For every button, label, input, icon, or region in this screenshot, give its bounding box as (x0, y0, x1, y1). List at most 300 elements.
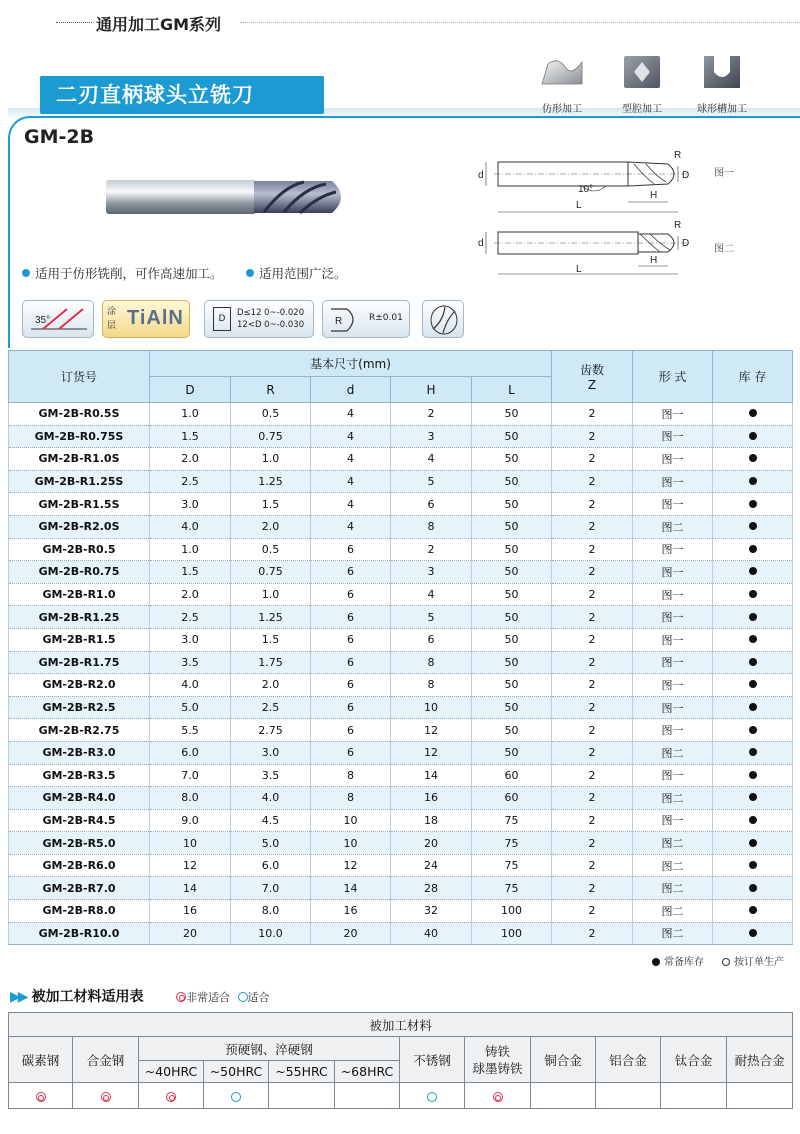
material-col: 铝合金 (596, 1037, 661, 1083)
cell-code: GM-2B-R0.5 (9, 538, 150, 561)
material-col: ~50HRC (204, 1061, 269, 1083)
dotted-divider (240, 22, 800, 23)
materials-legend: 非常适合 适合 (176, 989, 270, 1005)
cell-h: 28 (391, 877, 472, 900)
hardened-steel-header: 预硬钢、淬硬钢 (139, 1037, 400, 1061)
cell-l: 50 (472, 403, 552, 426)
cell-l: 100 (472, 900, 552, 923)
cell-form: 图二 (633, 922, 713, 945)
cell-h: 8 (391, 515, 472, 538)
table-row (9, 425, 793, 448)
cell-d: 6 (311, 561, 391, 584)
cell-form: 图一 (633, 583, 713, 606)
cell-d: 7.0 (150, 764, 231, 787)
cell-form: 图一 (633, 764, 713, 787)
cell-z: 2 (552, 583, 633, 606)
cell-code: GM-2B-R2.0 (9, 674, 150, 697)
cell-l: 75 (472, 809, 552, 832)
table-row (9, 900, 793, 923)
diameter-tolerance-icon (204, 300, 314, 338)
header-L: L (472, 377, 552, 403)
cell-form: 图一 (633, 696, 713, 719)
cell-l: 100 (472, 922, 552, 945)
table-row (9, 696, 793, 719)
cell-r: 7.0 (231, 877, 311, 900)
coating-badge (102, 300, 190, 338)
cell-d: 8 (311, 787, 391, 810)
cell-h: 12 (391, 741, 472, 764)
header-stock: 库 存 (713, 351, 793, 403)
material-col: 碳素钢 (9, 1037, 73, 1083)
cell-code: GM-2B-R0.5S (9, 403, 150, 426)
cell-z: 2 (552, 425, 633, 448)
cell-h: 14 (391, 764, 472, 787)
cell-h: 16 (391, 787, 472, 810)
cell-d: 10 (311, 809, 391, 832)
machining-type-label: 型腔加工 (622, 104, 662, 115)
very-suitable-icon (36, 1092, 46, 1102)
cell-d: 4.0 (150, 674, 231, 697)
cell-stock (713, 493, 793, 516)
material-col: 耐热合金 (727, 1037, 793, 1083)
cell-code: GM-2B-R3.5 (9, 764, 150, 787)
specification-rows (9, 403, 793, 945)
machining-type-contour (532, 54, 592, 115)
cell-h: 40 (391, 922, 472, 945)
very-suitable-icon (101, 1092, 111, 1102)
cell-d: 4 (311, 425, 391, 448)
cell-z: 2 (552, 696, 633, 719)
cell-code: GM-2B-R1.5S (9, 493, 150, 516)
filled-dot-icon (652, 958, 660, 966)
cell-l: 50 (472, 628, 552, 651)
header-d: d (311, 377, 391, 403)
cell-stock (713, 832, 793, 855)
ball-nose-flute-icon (422, 300, 464, 338)
cell-z: 2 (552, 448, 633, 471)
cell-stock (713, 809, 793, 832)
cell-r: 1.75 (231, 651, 311, 674)
cell-code: GM-2B-R0.75S (9, 425, 150, 448)
cell-r: 3.5 (231, 764, 311, 787)
radius-tolerance-icon (322, 300, 410, 338)
cell-z: 2 (552, 606, 633, 629)
cell-d: 4 (311, 515, 391, 538)
cell-d: 5.0 (150, 696, 231, 719)
cell-stock (713, 674, 793, 697)
cell-d: 6 (311, 674, 391, 697)
cell-code: GM-2B-R1.0S (9, 448, 150, 471)
in-stock-dot-icon (749, 454, 757, 462)
cell-d: 5.5 (150, 719, 231, 742)
in-stock-dot-icon (749, 567, 757, 575)
cell-d: 3.0 (150, 493, 231, 516)
cell-z: 2 (552, 741, 633, 764)
cell-form: 图一 (633, 651, 713, 674)
cell-r: 3.0 (231, 741, 311, 764)
in-stock-dot-icon (749, 545, 757, 553)
cell-code: GM-2B-R10.0 (9, 922, 150, 945)
cell-l: 50 (472, 538, 552, 561)
cell-stock (713, 628, 793, 651)
cell-z: 2 (552, 628, 633, 651)
cell-r: 1.0 (231, 448, 311, 471)
cell-form: 图一 (633, 719, 713, 742)
cell-r: 2.0 (231, 515, 311, 538)
cell-h: 6 (391, 628, 472, 651)
cell-l: 50 (472, 561, 552, 584)
helix-angle-value: 35° (35, 315, 51, 326)
cell-l: 60 (472, 787, 552, 810)
cell-code: GM-2B-R8.0 (9, 900, 150, 923)
product-title: 二刃直柄球头立铣刀 (40, 76, 324, 114)
cell-r: 1.25 (231, 470, 311, 493)
cell-h: 12 (391, 719, 472, 742)
cell-z: 2 (552, 403, 633, 426)
cell-r: 1.25 (231, 606, 311, 629)
cell-code: GM-2B-R1.5 (9, 628, 150, 651)
cell-code: GM-2B-R2.0S (9, 515, 150, 538)
cell-d: 6 (311, 719, 391, 742)
material-rating (269, 1083, 335, 1109)
cell-z: 2 (552, 900, 633, 923)
cell-form: 图一 (633, 561, 713, 584)
cell-h: 10 (391, 696, 472, 719)
table-row (9, 448, 793, 471)
cell-z: 2 (552, 651, 633, 674)
circle-icon (238, 992, 248, 1002)
in-stock-dot-icon (749, 680, 757, 688)
table-row (9, 832, 793, 855)
table-row (9, 741, 793, 764)
cell-d: 10 (150, 832, 231, 855)
cell-l: 60 (472, 764, 552, 787)
in-stock-dot-icon (749, 635, 757, 643)
cell-form: 图二 (633, 832, 713, 855)
cell-form: 图一 (633, 448, 713, 471)
table-row (9, 628, 793, 651)
material-rating (400, 1083, 465, 1109)
cell-d: 2.5 (150, 470, 231, 493)
machining-type-label: 仿形加工 (542, 104, 582, 115)
cell-h: 3 (391, 561, 472, 584)
in-stock-dot-icon (749, 500, 757, 508)
cell-h: 3 (391, 425, 472, 448)
series-header (0, 0, 800, 40)
legend-in-stock: 常备库存 (652, 953, 704, 968)
dim-D-label: D (682, 170, 690, 181)
radius-symbol: R (335, 316, 343, 327)
cell-h: 4 (391, 448, 472, 471)
cell-stock (713, 719, 793, 742)
cell-form: 图二 (633, 787, 713, 810)
cell-z: 2 (552, 809, 633, 832)
in-stock-dot-icon (749, 658, 757, 666)
cell-stock (713, 900, 793, 923)
cell-code: GM-2B-R4.0 (9, 787, 150, 810)
cell-form: 图一 (633, 606, 713, 629)
cell-l: 50 (472, 674, 552, 697)
in-stock-dot-icon (749, 906, 757, 914)
cell-stock (713, 470, 793, 493)
cell-l: 50 (472, 741, 552, 764)
cell-code: GM-2B-R5.0 (9, 832, 150, 855)
cell-l: 50 (472, 493, 552, 516)
cell-d: 6 (311, 583, 391, 606)
cell-stock (713, 583, 793, 606)
suitable-icon (231, 1092, 241, 1102)
cell-d: 2.5 (150, 606, 231, 629)
cell-stock (713, 448, 793, 471)
bullet-icon (22, 269, 30, 277)
coating-label: 涂层 (107, 307, 117, 331)
cell-stock (713, 787, 793, 810)
cell-z: 2 (552, 493, 633, 516)
header-form: 形 式 (633, 351, 713, 403)
material-rating (531, 1083, 596, 1109)
cell-h: 24 (391, 854, 472, 877)
cell-d: 20 (150, 922, 231, 945)
diameter-symbol: D (213, 307, 231, 331)
cell-h: 2 (391, 403, 472, 426)
cell-d: 8.0 (150, 787, 231, 810)
in-stock-dot-icon (749, 793, 757, 801)
specification-table (8, 350, 793, 945)
cell-d: 4 (311, 470, 391, 493)
cell-r: 2.75 (231, 719, 311, 742)
dim-d-label: d (478, 170, 484, 181)
material-rating (727, 1083, 793, 1109)
figure-1-label: 图一 (714, 168, 734, 179)
machining-type-cavity (612, 54, 672, 115)
cell-h: 6 (391, 493, 472, 516)
cell-form: 图二 (633, 900, 713, 923)
double-circle-icon (176, 992, 186, 1002)
cell-d: 1.5 (150, 425, 231, 448)
cell-d: 9.0 (150, 809, 231, 832)
in-stock-dot-icon (749, 771, 757, 779)
table-row (9, 854, 793, 877)
figure-1-drawing (478, 150, 689, 212)
cell-d: 16 (311, 900, 391, 923)
legend-to-order: 按订单生产 (722, 953, 784, 968)
cell-code: GM-2B-R1.25 (9, 606, 150, 629)
machining-type-ball-groove (692, 54, 752, 115)
material-rating (204, 1083, 269, 1109)
table-row (9, 651, 793, 674)
double-arrow-icon: ▶▶ (10, 989, 26, 1005)
cell-d: 4.0 (150, 515, 231, 538)
cell-z: 2 (552, 787, 633, 810)
dim-h-label: H (650, 190, 658, 201)
cell-stock (713, 403, 793, 426)
cell-z: 2 (552, 832, 633, 855)
material-rating (596, 1083, 661, 1109)
table-row (9, 515, 793, 538)
cell-r: 4.0 (231, 787, 311, 810)
cell-code: GM-2B-R7.0 (9, 877, 150, 900)
cell-stock (713, 651, 793, 674)
table-row (9, 583, 793, 606)
cell-h: 32 (391, 900, 472, 923)
cell-stock (713, 854, 793, 877)
cell-code: GM-2B-R0.75 (9, 561, 150, 584)
ball-end-mill-photo (104, 176, 352, 220)
cell-l: 75 (472, 877, 552, 900)
in-stock-dot-icon (749, 839, 757, 847)
cell-l: 50 (472, 448, 552, 471)
dim-D-label: D (682, 238, 690, 249)
cell-code: GM-2B-R6.0 (9, 854, 150, 877)
cell-d: 14 (150, 877, 231, 900)
header-D: D (150, 377, 231, 403)
cell-stock (713, 606, 793, 629)
cell-d: 4 (311, 403, 391, 426)
cell-z: 2 (552, 764, 633, 787)
cell-h: 5 (391, 606, 472, 629)
cell-stock (713, 741, 793, 764)
in-stock-dot-icon (749, 703, 757, 711)
cell-z: 2 (552, 922, 633, 945)
header-basic-size: 基本尺寸(mm) (150, 351, 552, 377)
cell-d: 4 (311, 493, 391, 516)
cell-d: 6 (311, 651, 391, 674)
cell-d: 2.0 (150, 448, 231, 471)
cell-z: 2 (552, 470, 633, 493)
cell-r: 2.5 (231, 696, 311, 719)
cell-form: 图二 (633, 741, 713, 764)
dim-r-label: R (674, 220, 682, 231)
material-col: 钛合金 (661, 1037, 727, 1083)
cell-form: 图一 (633, 470, 713, 493)
cell-d: 16 (150, 900, 231, 923)
cell-l: 50 (472, 515, 552, 538)
cell-z: 2 (552, 538, 633, 561)
series-title: 通用加工GM系列 (96, 15, 222, 34)
cell-d: 14 (311, 877, 391, 900)
cell-h: 8 (391, 674, 472, 697)
cell-stock (713, 764, 793, 787)
table-row (9, 561, 793, 584)
cell-d: 6 (311, 538, 391, 561)
angle-label: 10° (578, 184, 594, 195)
cell-z: 2 (552, 877, 633, 900)
cell-l: 50 (472, 696, 552, 719)
table-row (9, 493, 793, 516)
cell-h: 18 (391, 809, 472, 832)
in-stock-dot-icon (749, 477, 757, 485)
material-col: ~55HRC (269, 1061, 335, 1083)
cell-r: 0.5 (231, 538, 311, 561)
coating-name: TiAlN (127, 307, 184, 329)
cell-d: 12 (311, 854, 391, 877)
table-row (9, 922, 793, 945)
feature-item: 适用范围广泛。 (246, 264, 347, 282)
cell-form: 图一 (633, 628, 713, 651)
in-stock-dot-icon (749, 613, 757, 621)
cell-r: 6.0 (231, 854, 311, 877)
bullet-icon (246, 269, 254, 277)
cell-l: 50 (472, 583, 552, 606)
header-teeth: 齿数 Z (552, 351, 633, 403)
cell-d: 1.0 (150, 403, 231, 426)
product-code: GM-2B (24, 126, 95, 148)
materials-table (8, 1012, 793, 1109)
dim-r-label: R (674, 150, 682, 161)
material-rating (73, 1083, 139, 1109)
header-H: H (391, 377, 472, 403)
cell-code: GM-2B-R1.0 (9, 583, 150, 606)
cell-d: 6 (311, 606, 391, 629)
in-stock-dot-icon (749, 748, 757, 756)
cell-form: 图二 (633, 515, 713, 538)
cell-r: 4.5 (231, 809, 311, 832)
in-stock-dot-icon (749, 929, 757, 937)
dim-l-label: L (576, 264, 582, 275)
cell-d: 12 (150, 854, 231, 877)
cell-r: 0.5 (231, 403, 311, 426)
feature-item: 适用于仿形铣削，可作高速加工。 (22, 264, 223, 282)
cell-form: 图一 (633, 493, 713, 516)
cell-l: 75 (472, 854, 552, 877)
header-order-no: 订货号 (9, 351, 150, 403)
materials-title: ▶▶ 被加工材料适用表 (10, 989, 144, 1005)
material-rating (465, 1083, 531, 1109)
cell-d: 6 (311, 628, 391, 651)
table-row (9, 719, 793, 742)
cell-h: 20 (391, 832, 472, 855)
radius-tolerance: R±0.01 (369, 313, 403, 323)
machining-type-label: 球形槽加工 (697, 104, 747, 115)
table-row (9, 674, 793, 697)
cell-d: 10 (311, 832, 391, 855)
cell-d: 1.5 (150, 561, 231, 584)
material-rating (9, 1083, 73, 1109)
material-rating (139, 1083, 204, 1109)
cell-r: 1.5 (231, 493, 311, 516)
header-R: R (231, 377, 311, 403)
material-col: ~40HRC (139, 1061, 204, 1083)
table-row (9, 764, 793, 787)
cell-r: 5.0 (231, 832, 311, 855)
cell-l: 50 (472, 651, 552, 674)
dim-l-label: L (576, 200, 582, 211)
cell-l: 50 (472, 606, 552, 629)
tolerance-line-1: D≤12 0~-0.020 (237, 308, 305, 318)
cell-stock (713, 538, 793, 561)
cell-d: 3.0 (150, 628, 231, 651)
cell-r: 8.0 (231, 900, 311, 923)
cell-l: 50 (472, 470, 552, 493)
in-stock-dot-icon (749, 522, 757, 530)
table-row (9, 470, 793, 493)
cell-r: 2.0 (231, 674, 311, 697)
dotted-divider (56, 22, 92, 23)
in-stock-dot-icon (749, 432, 757, 440)
figure-2-drawing (478, 220, 689, 275)
very-suitable-icon (493, 1092, 503, 1102)
in-stock-dot-icon (749, 590, 757, 598)
cell-z: 2 (552, 674, 633, 697)
cell-r: 0.75 (231, 561, 311, 584)
cell-code: GM-2B-R1.75 (9, 651, 150, 674)
dim-h-label: H (650, 255, 658, 266)
materials-group-header: 被加工材料 (9, 1013, 793, 1037)
cell-h: 8 (391, 651, 472, 674)
cell-form: 图一 (633, 403, 713, 426)
cell-form: 图一 (633, 425, 713, 448)
cell-l: 50 (472, 719, 552, 742)
